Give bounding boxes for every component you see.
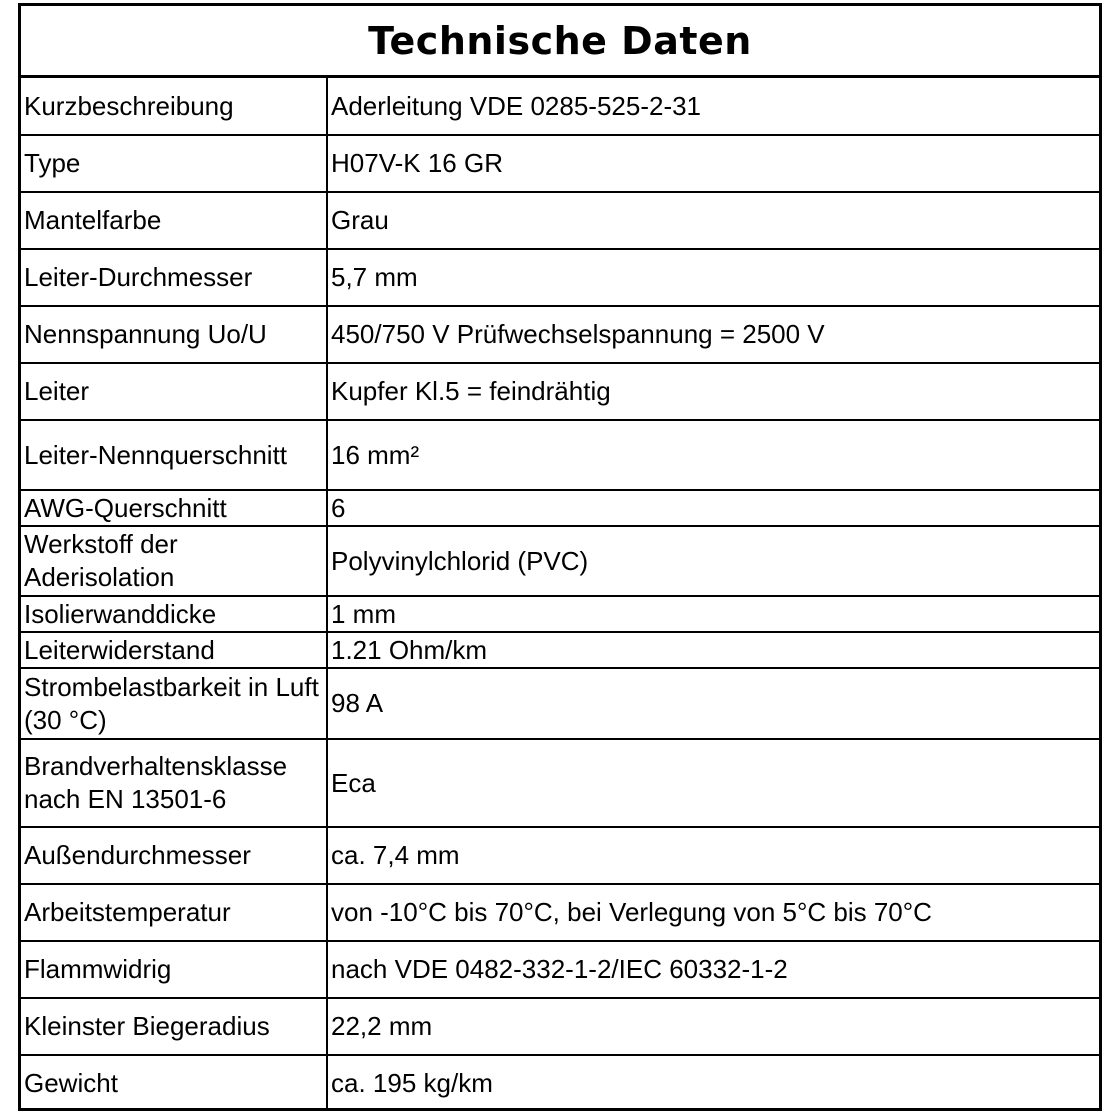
table-row (21, 998, 1099, 1055)
row-label: Gewicht (21, 1055, 327, 1110)
row-value: Polyvinylchlorid (PVC) (327, 526, 1099, 596)
row-value: 1 mm (327, 596, 1099, 632)
table-row (21, 739, 1099, 827)
table-row (21, 306, 1099, 363)
table-row (21, 78, 1099, 135)
page-title: Technische Daten (21, 6, 1099, 78)
row-value: 450/750 V Prüfwechselspannung = 2500 V (327, 306, 1099, 363)
spec-sheet (18, 3, 1102, 1111)
row-value: Grau (327, 192, 1099, 249)
row-value: nach VDE 0482-332-1-2/IEC 60332-1-2 (327, 941, 1099, 998)
row-label: Type (21, 135, 327, 192)
row-label: Leiter-Nennquerschnitt (21, 420, 327, 490)
row-value: H07V-K 16 GR (327, 135, 1099, 192)
table-row (21, 420, 1099, 490)
row-value: 6 (327, 490, 1099, 526)
row-label: Flammwidrig (21, 941, 327, 998)
table-row (21, 192, 1099, 249)
row-label: Außendurchmesser (21, 827, 327, 884)
table-row (21, 490, 1099, 526)
row-label: Kleinster Biegeradius (21, 998, 327, 1055)
row-value: 22,2 mm (327, 998, 1099, 1055)
spec-table (21, 78, 1099, 1110)
row-label: Strombelastbarkeit in Luft (30 °C) (21, 668, 327, 739)
table-row (21, 526, 1099, 596)
row-value: 1.21 Ohm/km (327, 632, 1099, 668)
row-label: Arbeitstemperatur (21, 884, 327, 941)
row-label: Werkstoff der Aderisolation (21, 526, 327, 596)
row-label: Leiterwiderstand (21, 632, 327, 668)
row-value: 16 mm² (327, 420, 1099, 490)
row-label: Leiter (21, 363, 327, 420)
row-value: Aderleitung VDE 0285-525-2-31 (331, 90, 702, 121)
row-value: ca. 7,4 mm (327, 827, 1099, 884)
table-row (21, 596, 1099, 632)
table-row (21, 827, 1099, 884)
row-label: Brandverhaltensklasse nach EN 13501-6 (21, 739, 327, 827)
row-value: von -10°C bis 70°C, bei Verlegung von 5°C bis 70°C (327, 884, 1099, 941)
table-row (21, 135, 1099, 192)
row-label: Nennspannung Uo/U (21, 306, 327, 363)
table-row (21, 668, 1099, 739)
row-value: Eca (327, 739, 1099, 827)
table-row (21, 632, 1099, 668)
table-row (21, 941, 1099, 998)
row-label: Kurzbeschreibung (21, 78, 327, 135)
table-row (21, 363, 1099, 420)
row-label: Isolierwanddicke (21, 596, 327, 632)
table-row (21, 1055, 1099, 1110)
row-label: Leiter-Durchmesser (21, 249, 327, 306)
row-label: AWG-Querschnitt (21, 490, 327, 526)
row-value: ca. 195 kg/km (327, 1055, 1099, 1110)
row-label: Mantelfarbe (21, 192, 327, 249)
table-row (21, 249, 1099, 306)
row-value: 5,7 mm (327, 249, 1099, 306)
table-row (21, 884, 1099, 941)
row-value: 98 A (327, 668, 1099, 739)
row-value: Kupfer Kl.5 = feindrähtig (327, 363, 1099, 420)
